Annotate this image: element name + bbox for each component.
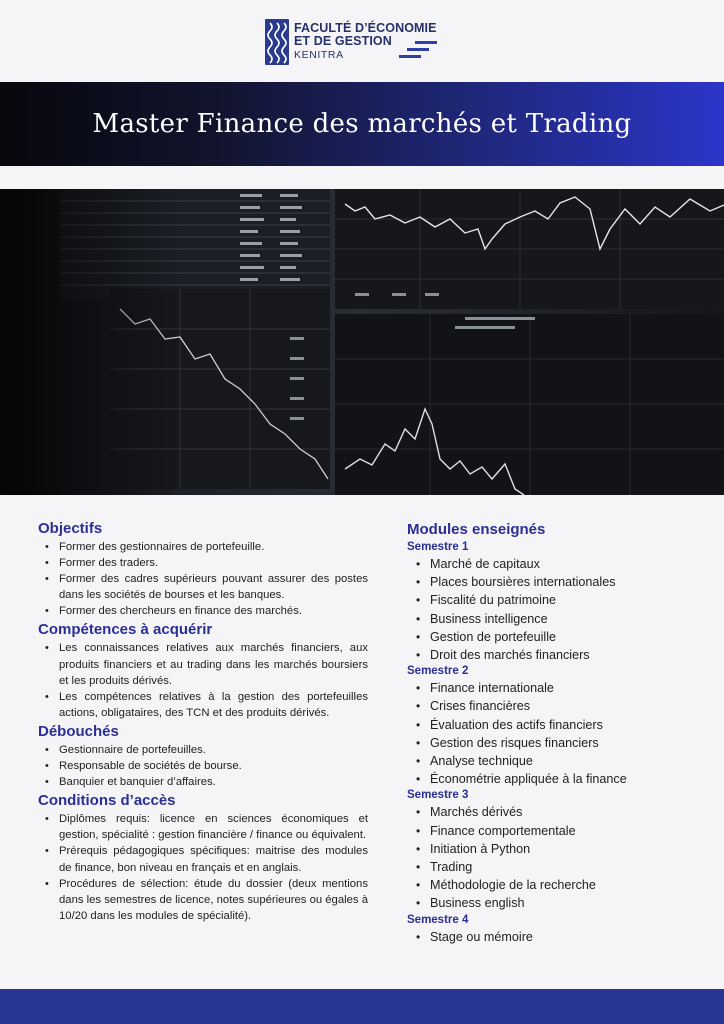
module-item: • Trading xyxy=(407,858,707,876)
semester-3-list xyxy=(407,803,707,912)
module-item: • Stage ou mémoire xyxy=(407,928,707,946)
logo-line-2: ET DE GESTION xyxy=(294,34,392,48)
competences-heading: Compétences à acquérir xyxy=(38,621,213,639)
list-item: • Diplômes requis: licence en sciences économiques et gestion, spécialité : gestion financière / finance ou équivalent. xyxy=(38,811,368,843)
module-item: • Initiation à Python xyxy=(407,840,707,858)
module-item: • Économétrie appliquée à la finance xyxy=(407,770,707,788)
list-item: • Banquier et banquier d’affaires. xyxy=(38,774,368,790)
conditions-heading: Conditions d’accès xyxy=(38,792,176,810)
logo-line-1: FACULTÉ D’ÉCONOMIE xyxy=(294,21,437,35)
module-item: • Places boursières internationales xyxy=(407,573,707,591)
module-item: • Droit des marchés financiers xyxy=(407,646,707,664)
list-item: • Les connaissances relatives aux marchés financiers, aux produits financiers et au trading dans les marchés boursiers et les produits dérivés. xyxy=(38,640,368,688)
objectifs-list xyxy=(38,539,368,619)
semester-4-list xyxy=(407,928,707,946)
module-item: • Finance comportementale xyxy=(407,822,707,840)
module-item: • Fiscalité du patrimoine xyxy=(407,591,707,609)
module-item: • Méthodologie de la recherche xyxy=(407,876,707,894)
list-item: • Former des cadres supérieurs pouvant assurer des postes dans les sociétés de bourses et les banques. xyxy=(38,571,368,603)
module-item: • Gestion des risques financiers xyxy=(407,734,707,752)
logo-emblem-icon xyxy=(265,19,289,65)
semester-2-label: Semestre 2 xyxy=(407,665,469,678)
module-item: • Marché de capitaux xyxy=(407,555,707,573)
semester-3-label: Semestre 3 xyxy=(407,789,469,802)
title-band xyxy=(0,82,724,166)
list-item: • Procédures de sélection: étude du dossier (deux mentions dans les semestres de licence, notes supérieures ou égales à 10/20 dans les modules de spécialité). xyxy=(38,876,368,924)
semester-1-label: Semestre 1 xyxy=(407,541,469,553)
list-item: • Responsable de sociétés de bourse. xyxy=(38,758,368,774)
list-item: • Les compétences relatives à la gestion des portefeuilles actions, obligataires, des TCN et des produits dérivés. xyxy=(38,689,368,721)
list-item: • Prérequis pédagogiques spécifiques: maitrise des modules de finance, bon niveau en français et en anglais. xyxy=(38,843,368,875)
semester-4-label: Semestre 4 xyxy=(407,913,469,926)
modules-column xyxy=(407,520,707,946)
logo-bars-icon xyxy=(399,41,439,65)
semester-2-list xyxy=(407,679,707,788)
faculty-logo xyxy=(265,19,445,69)
list-item: • Former des traders. xyxy=(38,555,368,571)
footer-band xyxy=(0,989,724,1024)
module-item: • Analyse technique xyxy=(407,752,707,770)
modules-heading: Modules enseignés xyxy=(407,521,546,538)
debouches-list xyxy=(38,742,368,790)
module-item: • Crises financières xyxy=(407,697,707,715)
module-item: • Gestion de portefeuille xyxy=(407,628,707,646)
trading-screen-photo xyxy=(0,189,724,495)
module-item: • Évaluation des actifs financiers xyxy=(407,716,707,734)
conditions-list xyxy=(38,811,368,924)
list-item: • Former des gestionnaires de portefeuille. xyxy=(38,539,368,555)
semester-1-list xyxy=(407,555,707,664)
objectifs-heading: Objectifs xyxy=(38,520,103,537)
logo-line-3: KENITRA xyxy=(294,49,344,61)
list-item: • Former des chercheurs en finance des marchés. xyxy=(38,603,368,619)
debouches-heading: Débouchés xyxy=(38,722,119,740)
module-item: • Finance internationale xyxy=(407,679,707,697)
page-title: Master Finance des marchés et Trading xyxy=(92,109,632,139)
left-column xyxy=(38,518,368,924)
module-item: • Business english xyxy=(407,894,707,912)
competences-list xyxy=(38,640,368,720)
page-header xyxy=(0,0,724,82)
list-item: • Gestionnaire de portefeuilles. xyxy=(38,742,368,758)
module-item: • Marchés dérivés xyxy=(407,803,707,821)
module-item: • Business intelligence xyxy=(407,610,707,628)
